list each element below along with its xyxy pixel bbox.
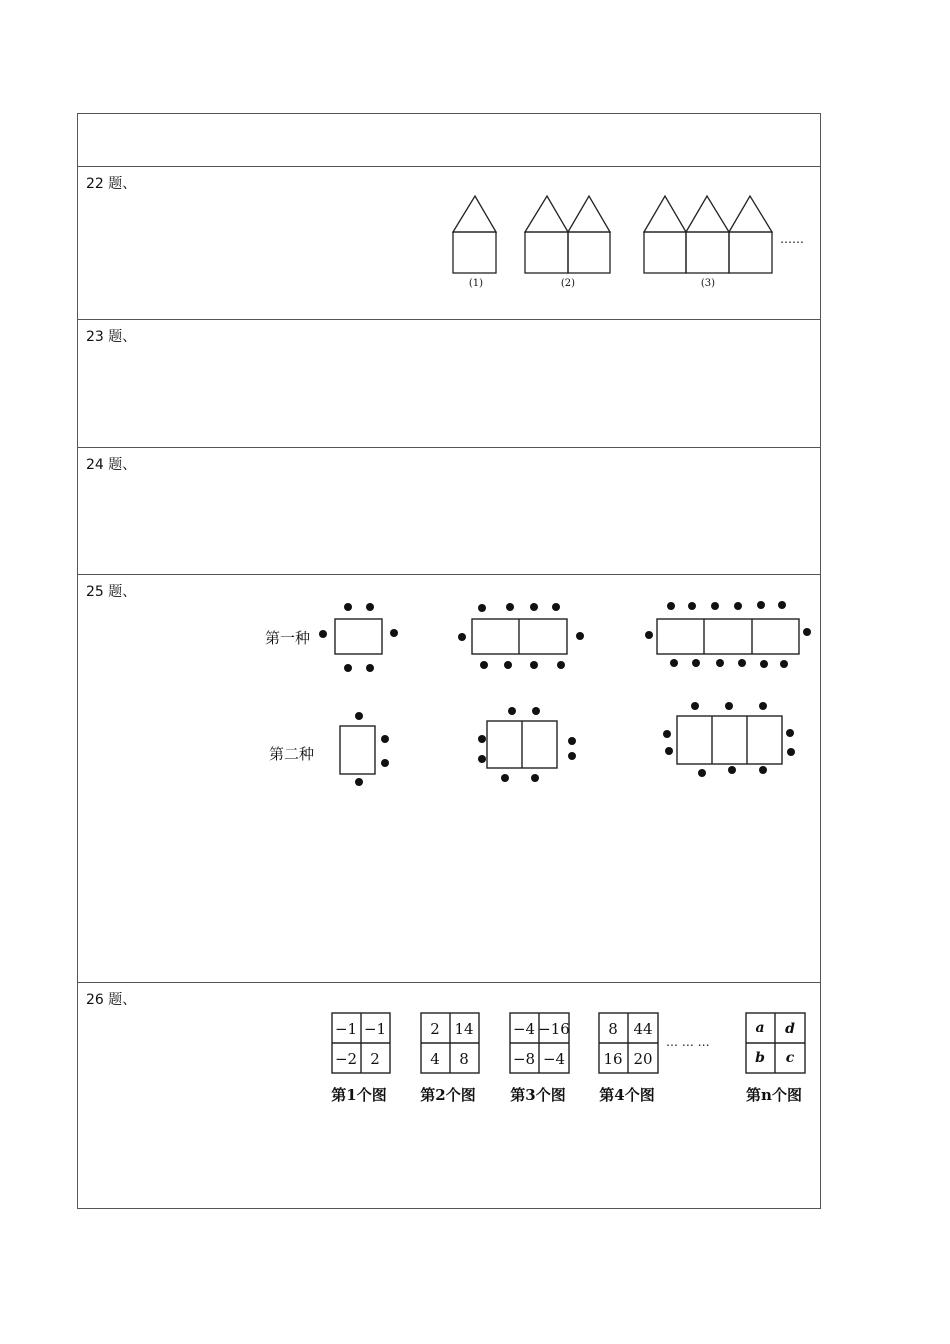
grid-n-cell-bottom-right: c [785,1050,795,1066]
second-kind-table-3 [677,716,782,764]
caption-figure-1: (1) [468,278,484,289]
house-figure-1 [453,196,496,273]
house-figure-2 [525,196,610,273]
grid-n-caption: 第n个图 [746,1086,802,1104]
question-24-row [78,447,820,574]
number-grid-figure [78,983,822,1211]
table-seating-figure [78,575,822,983]
grid-3-cell-bottom-left: −8 [512,1050,536,1068]
grid-4-cell-top-right: 44 [633,1020,653,1038]
grid-2-cell-bottom-left: 4 [430,1050,440,1068]
second-kind-label: 第二种 [269,745,315,763]
caption-figure-2: (2) [560,278,576,289]
grid-2-cell-top-left: 2 [430,1020,440,1038]
house-figure-3 [644,196,772,273]
question-22-label: 22 题、 [86,176,137,192]
grid-1-cell-bottom-right: 2 [370,1050,380,1068]
grid-sequence-ellipsis: … … … [666,1035,710,1049]
grid-1-cell-bottom-left: −2 [334,1050,358,1068]
grid-4-cell-bottom-left: 16 [603,1050,623,1068]
grid-n-cell-bottom-left: b [755,1050,765,1066]
grid-4-caption: 第4个图 [599,1086,655,1104]
grid-n-cell-top-left: a [755,1020,765,1036]
grid-1-caption: 第1个图 [331,1086,387,1104]
grid-2-cell-bottom-right: 8 [459,1050,469,1068]
second-kind-table-1 [340,726,375,774]
question-25-label: 25 题、 [86,584,137,600]
question-26-row [78,982,820,1210]
grid-4-cell-bottom-right: 20 [633,1050,653,1068]
question-26-label: 26 题、 [86,992,137,1008]
question-25-row [78,574,820,982]
grid-3-cell-top-right: −16 [538,1020,570,1038]
header-row [78,114,820,166]
grid-2-cell-top-right: 14 [454,1020,474,1038]
house-pattern-figure [78,167,822,320]
question-23-row [78,319,820,447]
question-24-label: 24 题、 [86,457,137,473]
question-22-row [78,166,820,319]
grid-3-cell-top-left: −4 [512,1020,536,1038]
first-kind-label: 第一种 [265,629,311,647]
first-kind-table-1 [335,619,382,654]
grid-1-cell-top-right: −1 [363,1020,387,1038]
question-23-label: 23 题、 [86,329,137,345]
grid-2-caption: 第2个图 [420,1086,476,1104]
grid-3-cell-bottom-right: −4 [542,1050,566,1068]
pattern-ellipsis: …… [780,232,804,246]
answer-sheet-table [77,113,821,1209]
grid-1-cell-top-left: −1 [334,1020,358,1038]
first-kind-table-3 [657,619,799,654]
grid-n-cell-top-right: d [785,1021,795,1037]
caption-figure-3: (3) [700,278,716,289]
grid-3-caption: 第3个图 [510,1086,566,1104]
grid-4-cell-top-left: 8 [608,1020,618,1038]
